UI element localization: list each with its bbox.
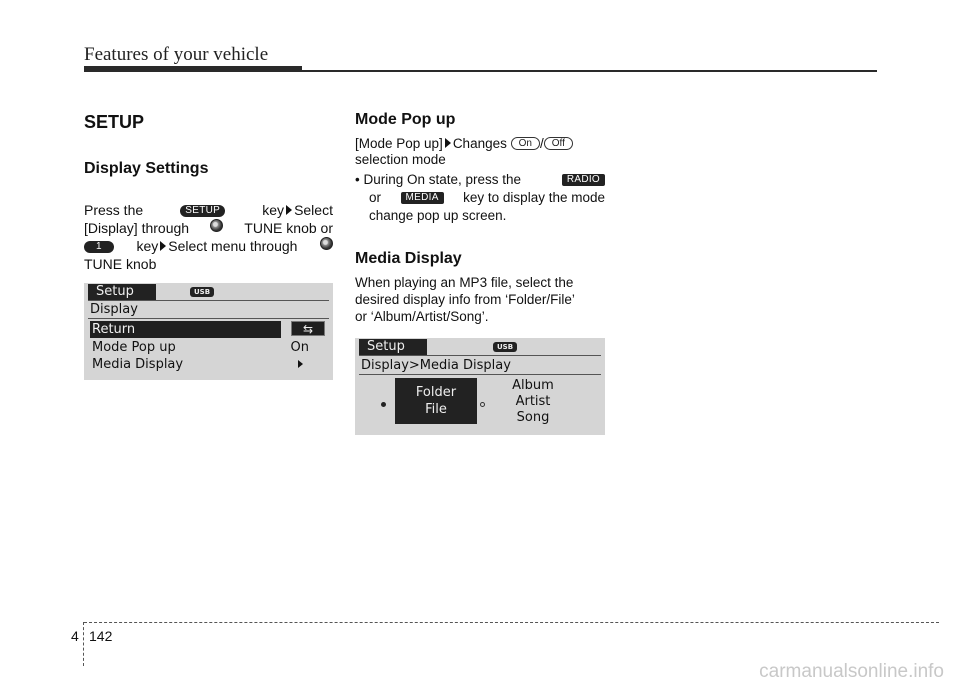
- usb-badge: USB: [493, 342, 517, 352]
- option-line: Folder: [415, 385, 457, 400]
- media-display-line-2: desired display info from ‘Folder/File’: [355, 292, 575, 307]
- select-menu-through-text: Select menu through: [168, 238, 298, 254]
- radio-key-badge: RADIO: [562, 174, 605, 186]
- bullet-suffix-text: key to display the mode: [463, 190, 605, 205]
- page-header-title: Features of your vehicle: [84, 44, 269, 65]
- menu-row-label: Return: [92, 322, 136, 337]
- display-settings-line-1: [84, 201, 333, 219]
- tune-knob-or-text: TUNE knob or: [244, 220, 333, 236]
- media-key-badge: MEDIA: [401, 192, 444, 204]
- menu-row-mode-pop-up[interactable]: [90, 339, 325, 356]
- bullet-text: • During On state, press the: [355, 172, 522, 187]
- mode-popup-bullet-line-2: [369, 189, 605, 207]
- menu-row-value: On: [290, 340, 309, 355]
- on-badge: On: [511, 137, 540, 150]
- setup-display-screen: [84, 283, 333, 380]
- display-settings-heading: Display Settings: [84, 160, 209, 177]
- usb-badge: USB: [190, 287, 214, 297]
- media-display-line-3: or ‘Album/Artist/Song’.: [355, 309, 489, 324]
- option-line: File: [425, 402, 447, 417]
- key-text: key: [262, 202, 285, 218]
- media-display-screen: [355, 338, 605, 435]
- media-display-line-1: When playing an MP3 file, select the: [355, 275, 574, 290]
- radio-unselected-icon[interactable]: [480, 402, 485, 407]
- chevron-right-icon: [298, 360, 303, 368]
- menu-row-label: Mode Pop up: [92, 340, 176, 355]
- header-rule-thin: [300, 70, 877, 72]
- slash-text: /: [539, 136, 544, 151]
- screen-title: Display>Media Display: [361, 358, 511, 373]
- return-icon[interactable]: ⇆: [291, 321, 325, 336]
- arrow-right-icon: [445, 138, 451, 148]
- option-line: Album: [512, 378, 554, 393]
- off-badge: Off: [544, 137, 573, 150]
- screen-divider: [88, 300, 329, 301]
- screen-header: [84, 283, 333, 300]
- one-key-badge: 1: [84, 241, 114, 253]
- tune-knob-icon: [320, 237, 333, 250]
- menu-row-label: Media Display: [92, 357, 184, 372]
- tune-knob-icon: [210, 219, 223, 232]
- screen-tab-setup: Setup: [359, 339, 427, 355]
- screen-divider: [359, 355, 601, 356]
- arrow-right-icon: [160, 241, 166, 251]
- arrow-right-icon: [286, 205, 292, 215]
- mode-popup-heading: Mode Pop up: [355, 111, 456, 128]
- header-rule-thick: [84, 66, 302, 72]
- chapter-number: 4: [71, 628, 79, 644]
- option-album-artist-song[interactable]: [495, 378, 571, 426]
- press-the-text: Press the: [84, 202, 144, 218]
- mode-popup-bullet-line-3: change pop up screen.: [369, 208, 507, 223]
- menu-row-media-display[interactable]: [90, 356, 325, 373]
- or-text: or: [369, 190, 382, 205]
- tune-knob-text: TUNE knob: [84, 256, 157, 272]
- screen-divider: [359, 374, 601, 375]
- mode-popup-prefix: [Mode Pop up]: [355, 136, 443, 151]
- mode-popup-line-2: selection mode: [355, 152, 446, 167]
- select-text: Select: [294, 202, 333, 218]
- screen-header: [355, 338, 605, 355]
- display-through-text: [Display] through: [84, 220, 190, 236]
- radio-selected-icon[interactable]: [381, 402, 386, 407]
- screen-divider: [88, 318, 329, 319]
- watermark-text: carmanualsonline.info: [759, 661, 944, 682]
- menu-row-return[interactable]: [90, 321, 281, 338]
- media-display-heading: Media Display: [355, 250, 462, 267]
- mode-popup-bullet-line-1: [355, 171, 605, 189]
- option-line: Song: [516, 410, 550, 425]
- option-line: Artist: [515, 394, 551, 409]
- changes-text: Changes: [452, 136, 507, 151]
- option-folder-file[interactable]: [395, 378, 477, 424]
- footer-rule: [84, 622, 939, 623]
- setup-key-badge: SETUP: [180, 205, 225, 217]
- page-number: 142: [89, 628, 113, 644]
- display-settings-line-3: [84, 237, 333, 255]
- footer-vertical-rule: [83, 622, 84, 666]
- key-text-2: key: [136, 238, 159, 254]
- display-settings-line-2: [84, 219, 333, 237]
- setup-heading: SETUP: [84, 112, 145, 132]
- screen-tab-setup: Setup: [88, 284, 156, 300]
- screen-title: Display: [90, 302, 138, 317]
